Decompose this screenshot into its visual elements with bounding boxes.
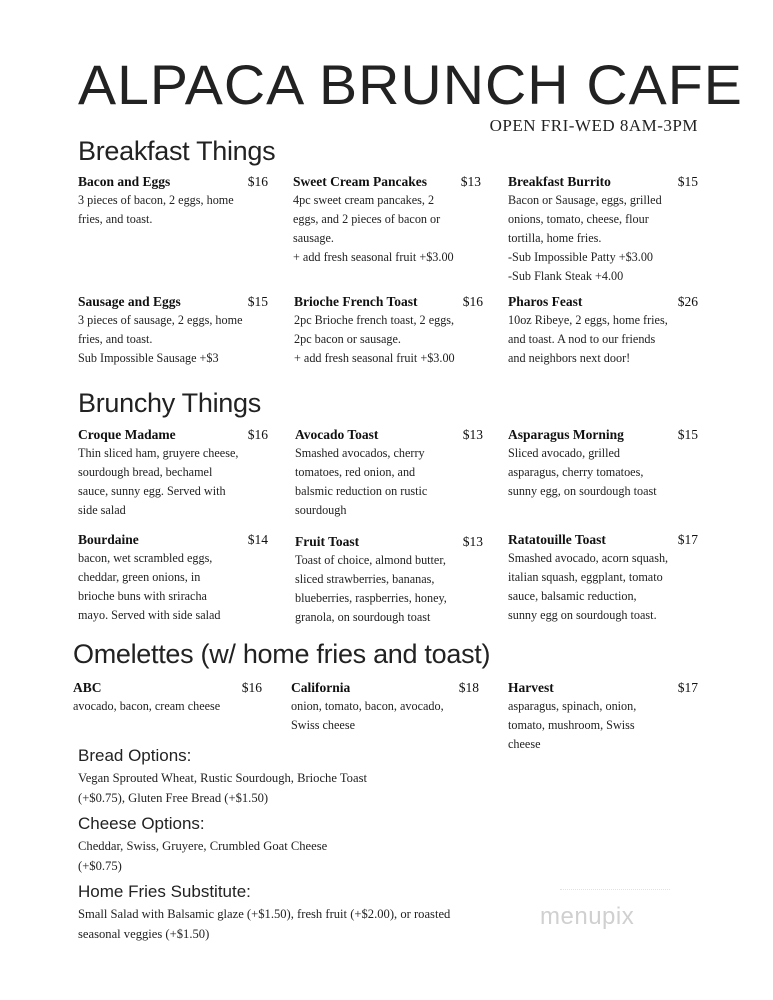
option-title: Bread Options: bbox=[78, 746, 192, 765]
item-name: Breakfast Burrito bbox=[508, 174, 611, 189]
item-name: Bacon and Eggs bbox=[78, 174, 171, 189]
item-name: Ratatouille Toast bbox=[508, 532, 606, 547]
item-price: $16 bbox=[247, 427, 268, 442]
option-title: Home Fries Substitute: bbox=[78, 882, 251, 901]
item-price: $13 bbox=[462, 427, 483, 442]
item-price: $17 bbox=[677, 532, 698, 547]
item-description bbox=[295, 551, 483, 627]
menu-item bbox=[295, 425, 483, 520]
item-description-line: brioche buns with sriracha bbox=[78, 589, 207, 603]
item-description bbox=[293, 191, 481, 267]
item-header bbox=[508, 530, 698, 549]
menu-item bbox=[508, 172, 698, 286]
home-fries-substitute bbox=[78, 882, 450, 944]
menu-item bbox=[508, 425, 698, 501]
item-price: $15 bbox=[677, 427, 698, 442]
section-title-omelettes: Omelettes (w/ home fries and toast) bbox=[73, 639, 491, 669]
item-description-line: Sliced avocado, grilled bbox=[508, 446, 621, 460]
item-name: Croque Madame bbox=[78, 427, 176, 442]
item-description-line: sliced strawberries, bananas, bbox=[295, 572, 435, 586]
item-description-line: sauce, sunny egg. Served with bbox=[78, 484, 226, 498]
item-description-line: Bacon or Sausage, eggs, grilled bbox=[508, 193, 662, 207]
item-description bbox=[508, 311, 698, 368]
item-header bbox=[295, 425, 483, 444]
menu-item bbox=[508, 678, 698, 754]
item-description bbox=[78, 444, 268, 520]
opening-hours: OPEN FRI-WED 8AM-3PM bbox=[489, 116, 698, 135]
item-price: $13 bbox=[460, 174, 481, 189]
option-line: (+$0.75) bbox=[78, 859, 122, 873]
item-price: $14 bbox=[247, 532, 268, 547]
item-description-line: side salad bbox=[78, 503, 126, 517]
menu-item bbox=[294, 292, 483, 368]
item-description-line: + add fresh seasonal fruit +$3.00 bbox=[294, 351, 455, 365]
item-header bbox=[291, 678, 479, 697]
item-description-line: 2pc bacon or sausage. bbox=[294, 332, 401, 346]
item-description-line: onions, tomato, cheese, flour bbox=[508, 212, 649, 226]
menu-item bbox=[78, 172, 268, 229]
item-description-line: and neighbors next door! bbox=[508, 351, 631, 365]
item-description-line: 4pc sweet cream pancakes, 2 bbox=[293, 193, 435, 207]
item-description bbox=[78, 311, 268, 368]
item-description-line: 10oz Ribeye, 2 eggs, home fries, bbox=[508, 313, 668, 327]
item-name: Bourdaine bbox=[78, 532, 139, 547]
menu-item bbox=[291, 678, 479, 735]
item-header bbox=[78, 425, 268, 444]
item-name: Brioche French Toast bbox=[294, 294, 418, 309]
menu-item bbox=[508, 530, 698, 625]
option-title: Cheese Options: bbox=[78, 814, 205, 833]
item-description bbox=[291, 697, 479, 735]
item-description-line: -Sub Flank Steak +4.00 bbox=[508, 269, 624, 283]
item-name: California bbox=[291, 680, 351, 695]
item-header bbox=[73, 678, 262, 697]
item-description-line: asparagus, spinach, onion, bbox=[508, 699, 637, 713]
section-title-breakfast: Breakfast Things bbox=[78, 136, 276, 166]
item-description-line: mayo. Served with side salad bbox=[78, 608, 221, 622]
item-description-line: Smashed avocado, acorn squash, bbox=[508, 551, 669, 565]
item-description bbox=[295, 444, 483, 520]
section-title-brunch: Brunchy Things bbox=[78, 388, 261, 418]
option-body bbox=[78, 768, 367, 808]
item-header bbox=[508, 172, 698, 191]
item-header bbox=[78, 172, 268, 191]
item-price: $16 bbox=[241, 680, 262, 695]
item-header bbox=[508, 425, 698, 444]
item-description bbox=[508, 444, 698, 501]
item-name: Harvest bbox=[508, 680, 554, 695]
item-description-line: Sub Impossible Sausage +$3 bbox=[78, 351, 219, 365]
item-price: $13 bbox=[462, 534, 483, 549]
item-price: $26 bbox=[677, 294, 698, 309]
item-header bbox=[294, 292, 483, 311]
menu-item bbox=[78, 425, 268, 520]
item-description-line: granola, on sourdough toast bbox=[295, 610, 431, 624]
item-name: ABC bbox=[73, 680, 102, 695]
item-description-line: -Sub Impossible Patty +$3.00 bbox=[508, 250, 654, 264]
bread-options bbox=[78, 746, 367, 808]
item-header bbox=[508, 292, 698, 311]
item-name: Avocado Toast bbox=[295, 427, 379, 442]
item-description-line: onion, tomato, bacon, avocado, bbox=[291, 699, 444, 713]
item-description-line: 3 pieces of sausage, 2 eggs, home bbox=[78, 313, 243, 327]
item-description-line: Toast of choice, almond butter, bbox=[295, 553, 446, 567]
item-description bbox=[508, 697, 698, 754]
item-description-line: sunny egg, on sourdough toast bbox=[508, 484, 657, 498]
menu-item bbox=[73, 678, 262, 716]
item-header bbox=[295, 532, 483, 551]
item-header bbox=[78, 530, 268, 549]
item-description-line: cheese bbox=[508, 737, 541, 751]
item-name: Sausage and Eggs bbox=[78, 294, 181, 309]
option-line: (+$0.75), Gluten Free Bread (+$1.50) bbox=[78, 791, 269, 805]
menu-item bbox=[508, 292, 698, 368]
item-description-line: Smashed avocados, cherry bbox=[295, 446, 425, 460]
item-description-line: tomato, mushroom, Swiss bbox=[508, 718, 635, 732]
item-header bbox=[78, 292, 268, 311]
item-description-line: Swiss cheese bbox=[291, 718, 355, 732]
item-description-line: tortilla, home fries. bbox=[508, 231, 602, 245]
item-description-line: balsmic reduction on rustic bbox=[295, 484, 428, 498]
item-price: $17 bbox=[677, 680, 698, 695]
item-name: Pharos Feast bbox=[508, 294, 583, 309]
item-description-line: avocado, bacon, cream cheese bbox=[73, 699, 221, 713]
item-description-line: fries, and toast. bbox=[78, 212, 153, 226]
item-description-line: sourdough bbox=[295, 503, 347, 517]
item-description bbox=[78, 549, 268, 625]
item-price: $16 bbox=[247, 174, 268, 189]
menu-item bbox=[78, 530, 268, 625]
item-description-line: Thin sliced ham, gruyere cheese, bbox=[78, 446, 239, 460]
item-description bbox=[73, 697, 262, 716]
item-header bbox=[508, 678, 698, 697]
item-description bbox=[78, 191, 268, 229]
option-body bbox=[78, 836, 327, 876]
item-description-line: cheddar, green onions, in bbox=[78, 570, 201, 584]
cheese-options bbox=[78, 814, 327, 876]
item-description bbox=[508, 549, 698, 625]
item-description-line: + add fresh seasonal fruit +$3.00 bbox=[293, 250, 454, 264]
item-description-line: italian squash, eggplant, tomato bbox=[508, 570, 663, 584]
item-description-line: tomatoes, red onion, and bbox=[295, 465, 416, 479]
menu-item bbox=[78, 292, 268, 368]
item-description-line: fries, and toast. bbox=[78, 332, 153, 346]
item-description-line: sunny egg on sourdough toast. bbox=[508, 608, 657, 622]
item-description-line: 3 pieces of bacon, 2 eggs, home bbox=[78, 193, 234, 207]
item-description-line: bacon, wet scrambled eggs, bbox=[78, 551, 213, 565]
item-price: $15 bbox=[247, 294, 268, 309]
item-price: $15 bbox=[677, 174, 698, 189]
menu-item bbox=[293, 172, 481, 267]
item-description bbox=[508, 191, 698, 286]
item-description-line: sausage. bbox=[293, 231, 334, 245]
item-name: Sweet Cream Pancakes bbox=[293, 174, 427, 189]
page-title: ALPACA BRUNCH CAFE bbox=[78, 53, 743, 116]
menu-item bbox=[295, 532, 483, 627]
item-description bbox=[294, 311, 483, 368]
item-name: Asparagus Morning bbox=[508, 427, 624, 442]
item-description-line: eggs, and 2 pieces of bacon or bbox=[293, 212, 441, 226]
item-price: $16 bbox=[462, 294, 483, 309]
option-line: seasonal veggies (+$1.50) bbox=[78, 927, 210, 941]
option-line: Vegan Sprouted Wheat, Rustic Sourdough, Brioche Toast bbox=[78, 771, 367, 785]
item-description-line: asparagus, cherry tomatoes, bbox=[508, 465, 644, 479]
item-description-line: sauce, balsamic reduction, bbox=[508, 589, 637, 603]
item-description-line: sourdough bread, bechamel bbox=[78, 465, 213, 479]
watermark-decoration bbox=[560, 889, 670, 892]
option-line: Cheddar, Swiss, Gruyere, Crumbled Goat Cheese bbox=[78, 839, 328, 853]
watermark: menupix bbox=[540, 903, 635, 930]
item-description-line: 2pc Brioche french toast, 2 eggs, bbox=[294, 313, 455, 327]
item-description-line: blueberries, raspberries, honey, bbox=[295, 591, 447, 605]
option-body bbox=[78, 904, 450, 944]
option-line: Small Salad with Balsamic glaze (+$1.50), fresh fruit (+$2.00), or roasted bbox=[78, 907, 451, 921]
item-description-line: and toast. A nod to our friends bbox=[508, 332, 656, 346]
item-name: Fruit Toast bbox=[295, 534, 360, 549]
item-price: $18 bbox=[458, 680, 479, 695]
item-header bbox=[293, 172, 481, 191]
